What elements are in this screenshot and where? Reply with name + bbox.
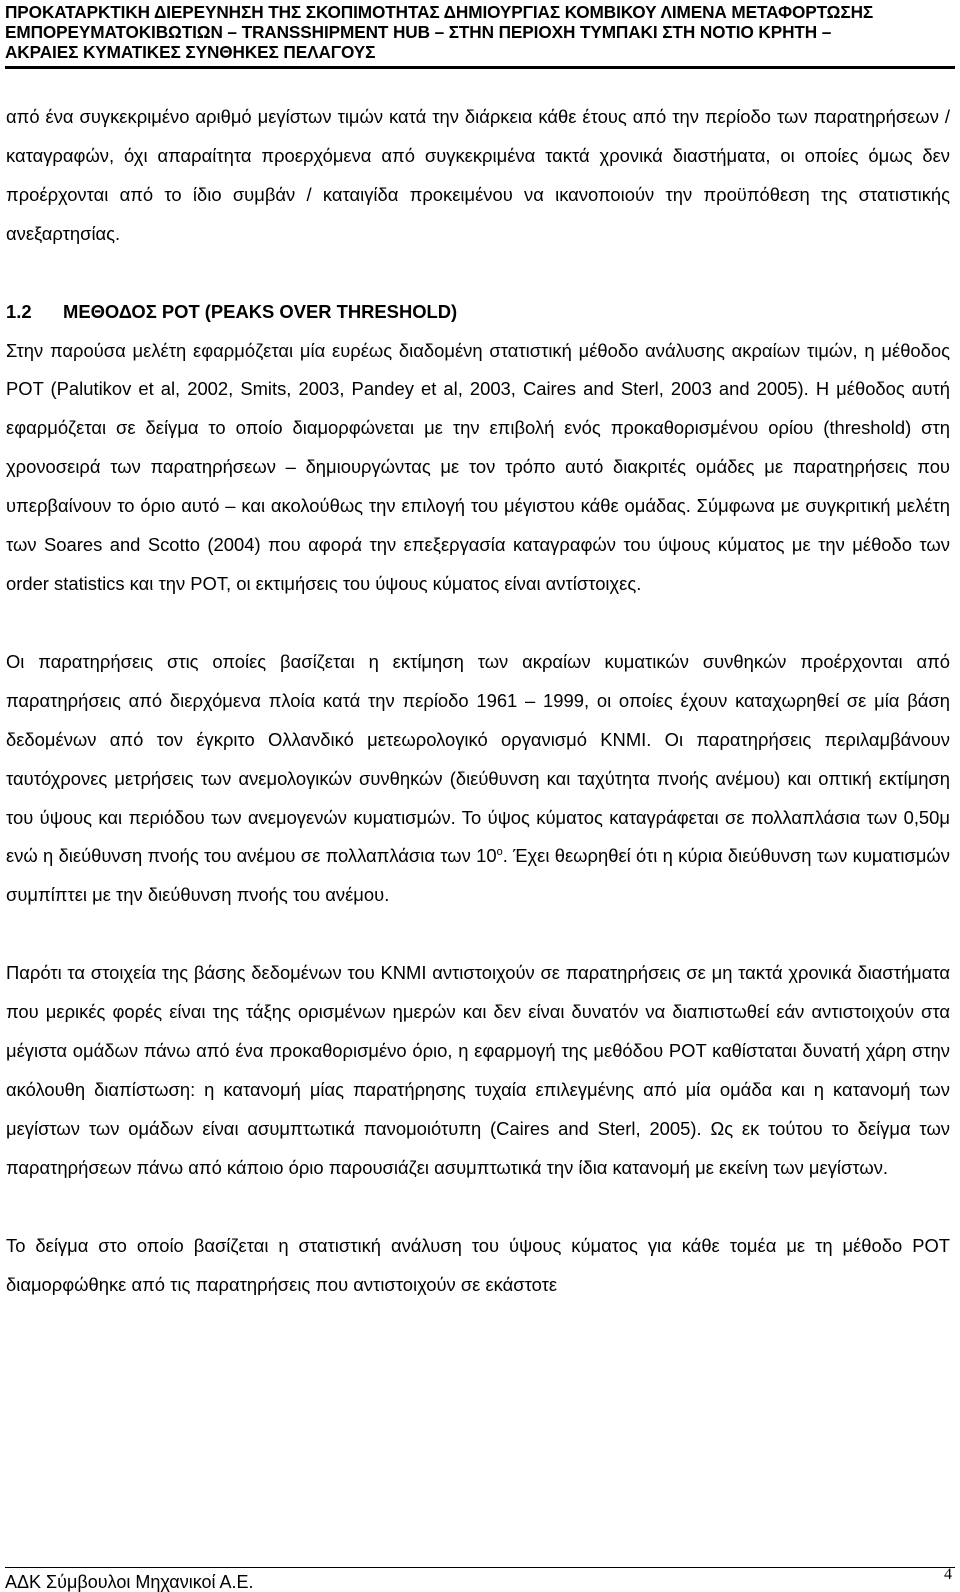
section-title: ΜΕΘΟΔΟΣ POT (PEAKS OVER THRESHOLD) [63, 300, 458, 322]
section-heading [6, 293, 950, 332]
paragraph-sample: Το δείγμα στο οποίο βασίζεται η στατιστική ανάλυση του ύψους κύματος για κάθε τομέα με τη μέθοδο POT διαμορφώθηκε από τις παρατηρήσεις που αντιστοιχούν σε εκάστοτε [6, 1234, 950, 1295]
footer-company-name: ΑΔΚ Σύμβουλοι Μηχανικοί Α.Ε. [5, 1572, 254, 1592]
paragraph-observations [6, 643, 950, 915]
spacer [6, 1188, 950, 1227]
spacer [6, 604, 950, 643]
header-line-1: ΠΡΟΚΑΤΑΡΚΤΙΚΗ ΔΙΕΡΕΥΝΗΣΗ ΤΗΣ ΣΚΟΠΙΜΟΤΗΤΑΣ ΔΗΜΙΟΥΡΓΙΑΣ ΚΟΜΒΙΚΟΥ ΛΙΜΕΝΑ ΜΕΤΑΦΟΡΤΩΣΗΣ [5, 2, 874, 22]
paragraph-pot-method: Στην παρούσα μελέτη εφαρμόζεται μία ευρέως διαδομένη στατιστική μέθοδο ανάλυσης ακραίων τιμών, η μέθοδος POT (Palutikov et al, 2002, Smits, 2003, Pandey et al, 2003, Caires and Sterl, 2003 and 2005). Η μέθοδος αυτή εφαρμόζεται σε δείγμα το οποίο διαμορφώνεται με την επιβολή ενός προκαθορισμένου ορίου (threshold) στη χρονοσειρά των παρατηρήσεων – δημιουργώντας με τον τρόπο αυτό διακριτές ομάδες με παρατηρήσεις που υπερβαίνουν το όριο αυτό – και ακολούθως την επιλογή του μέγιστου κάθε ομάδας. Σύμφωνα με συγκριτική μελέτη των Soares and Scotto (2004) που αφορά την επεξεργασία καταγραφών του ύψους κύματος με την μέθοδο των order statistics και την POT, οι εκτιμήσεις του ύψους κύματος είναι αντίστοιχες. [6, 339, 950, 594]
header-line-2: ΕΜΠΟΡΕΥΜΑΤΟΚΙΒΩΤΙΩΝ – TRANSSHIPMENT HUB – ΣΤΗΝ ΠΕΡΙΟΧΗ ΤΥΜΠΑΚΙ ΣΤΗ ΝΟΤΙΟ ΚΡΗΤΗ – [5, 22, 832, 42]
observations-text: Οι παρατηρήσεις στις οποίες βασίζεται η εκτίμηση των ακραίων κυματικών συνθηκών προέρχονται από παρατηρήσεις από διερχόμενα πλοία κατά την περίοδο 1961 – 1999, οι οποίες έχουν καταχωρηθεί σε μία βάση δεδομένων από τον έγκριτο Ολλανδικό μετεωρολογικό οργανισμό KNMI. Οι παρατηρήσεις περιλαμβάνουν ταυτόχρονες μετρήσεις των ανεμολογικών συνθηκών (διεύθυνση και ταχύτητα πνοής ανέμου) και οπτική εκτίμηση του ύψους και περιόδου των ανεμογενών κυματισμών. Το ύψος κύματος καταγράφεται σε πολλαπλάσια των 0,50μ ενώ η διεύθυνση πνοής του ανέμου σε πολλαπλάσια των 10 [6, 650, 950, 867]
header-divider [5, 66, 955, 69]
degree-superscript: ο [496, 846, 503, 859]
header-line-3: ΑΚΡΑΙΕΣ ΚΥΜΑΤΙΚΕΣ ΣΥΝΘΗΚΕΣ ΠΕΛΑΓΟΥΣ [5, 42, 376, 62]
paragraph-knmi: Παρότι τα στοιχεία της βάσης δεδομένων του KNMI αντιστοιχούν σε παρατηρήσεις σε μη τακτά χρονικά διαστήματα που μερικές φορές είναι της τάξης ορισμένων ημερών και δεν είναι δυνατόν να διαπιστωθεί εάν αντιστοιχούν στα μέγιστα ομάδων πάνω από ένα προκαθορισμένο όριο, η εφαρμογή της μεθόδου POT καθίσταται δυνατή χάρη στην ακόλουθη διαπίστωση: η κατανομή μίας παρατήρησης τυχαία επιλεγμένης από μία ομάδα και η κατανομή των μεγίστων των ομάδων είναι ασυμπτωτικά πανομοιότυπη (Caires and Sterl, 2005). Ως εκ τούτου το δείγμα των παρατηρήσεων πάνω από κάποιο όριο παρουσιάζει ασυμπτωτικά την ίδια κατανομή με εκείνη των μεγίστων. [6, 962, 950, 1178]
footer-divider [5, 1567, 955, 1568]
page-header [5, 2, 955, 62]
document-body [6, 98, 950, 1304]
observations-text-end: . Έχει θεωρηθεί ότι η κύρια διεύθυνση των κυματισμών συμπίπτει με την διεύθυνση πνοής του ανέμου. [6, 845, 950, 906]
page-number: 4 [944, 1566, 952, 1583]
paragraph-intro: από ένα συγκεκριμένο αριθμό μεγίστων τιμών κατά την διάρκεια κάθε έτους από την περίοδο των παρατηρήσεων / καταγραφών, όχι απαραίτητα προερχόμενα από συγκεκριμένα τακτά χρονικά διαστήματα, οι οποίες όμως δεν προέρχονται από το ίδιο συμβάν / καταιγίδα προκειμένου να ικανοποιούν την προϋπόθεση της στατιστικής ανεξαρτησίας. [6, 106, 950, 244]
spacer [6, 915, 950, 954]
section-number: 1.2 [6, 300, 32, 322]
spacer [6, 254, 950, 293]
